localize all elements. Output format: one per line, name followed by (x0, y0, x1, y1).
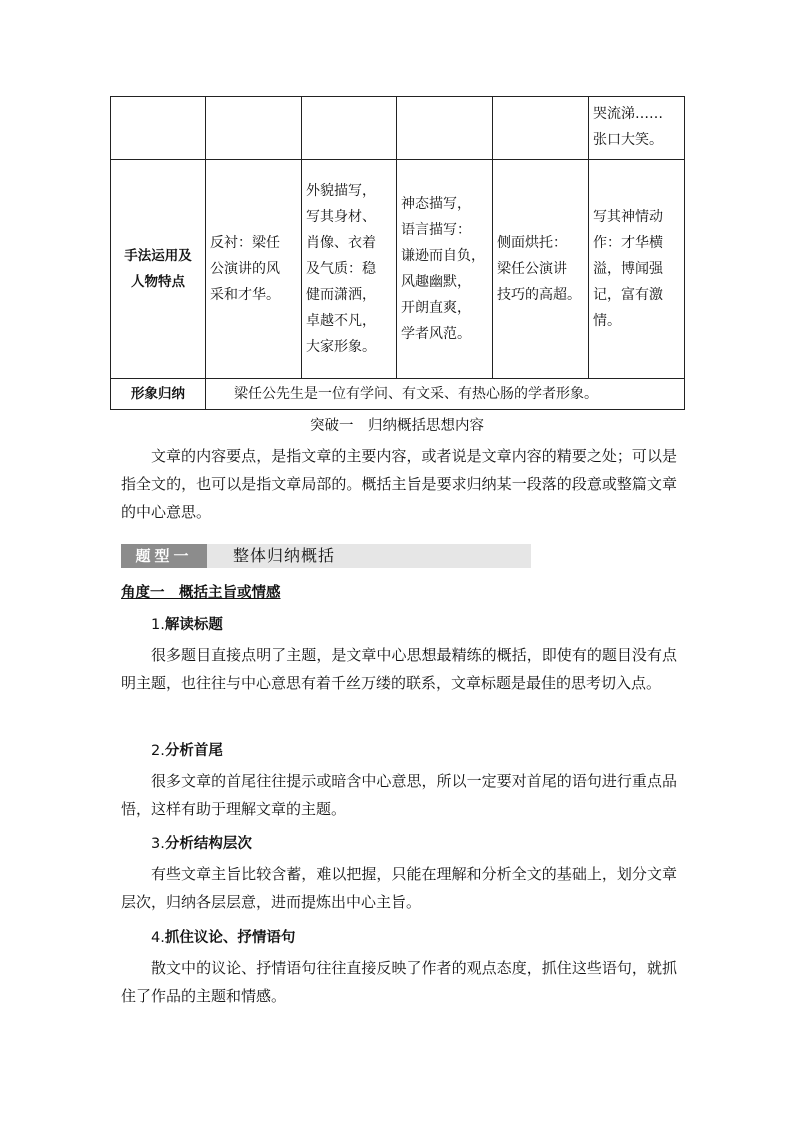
table-cell (397, 97, 493, 160)
table-cell (589, 97, 685, 160)
table-cell (206, 97, 302, 160)
table-cell: 反衬：梁任 公演讲的风 采和才华。 (206, 160, 302, 379)
summary-cell: 梁任公先生是一位有学问、有文采、有热心肠的学者形象。 (206, 379, 685, 410)
item-paragraph: 很多题目直接点明了主题，是文章中心思想最精练的概括，即使有的题目没有点明主题，也往往与中心意思有着千丝万缕的联系，文章标题是最佳的思考切入点。 (121, 646, 677, 692)
item-heading: 1.解读标题 (151, 617, 223, 633)
angle-heading: 角度一 概括主旨或情感 (121, 585, 281, 601)
table-cell: 写其神情动 作：才华横 溢，博闻强 记，富有激 情。 (589, 160, 685, 379)
table-row (111, 97, 685, 160)
table-cell: 外貌描写， 写其身材、 肖像、衣着 及气质：稳 健而潇洒， 卓越不凡， 大家形象。 (302, 160, 397, 379)
item-heading: 2.分析首尾 (151, 743, 223, 759)
item-paragraph: 很多文章的首尾往往提示或暗含中心意思，所以一定要对首尾的语句进行重点品悟，这样有助于理解文章的主题。 (121, 772, 677, 818)
character-analysis-table (110, 96, 685, 410)
table-cell (111, 97, 206, 160)
cell-line: 张口大笑。 (593, 132, 663, 148)
item-heading: 3.分析结构层次 (151, 836, 252, 852)
table-cell (302, 97, 397, 160)
cell-line: 哭流涕…… (593, 106, 663, 122)
item-heading: 4.抓住议论、抒情语句 (151, 930, 296, 946)
section-title: 突破一 归纳概括思想内容 (310, 418, 484, 434)
row-label-techniques: 手法运用及 人物特点 (111, 160, 206, 379)
banner-tag: 题型一 (121, 544, 207, 568)
table-cell: 神态描写， 语言描写： 谦逊而自负， 风趣幽默， 开朗直爽， 学者风范。 (397, 160, 493, 379)
table-cell (493, 97, 589, 160)
item-paragraph: 有些文章主旨比较含蓄，难以把握，只能在理解和分析全文的基础上，划分文章层次，归纳各层层意，进而提炼出中心主旨。 (121, 865, 677, 911)
banner-title: 整体归纳概括 (233, 546, 336, 565)
table-row (111, 160, 685, 379)
intro-paragraph: 文章的内容要点，是指文章的主要内容，或者说是文章内容的精要之处；可以是指全文的，也可以是指文章局部的。概括主旨是要求归纳某一段落的段意或整篇文章的中心意思。 (121, 447, 677, 521)
table-cell: 侧面烘托： 梁任公演讲 技巧的高超。 (493, 160, 589, 379)
item-paragraph: 散文中的议论、抒情语句往往直接反映了作者的观点态度，抓住这些语句，就抓住了作品的主题和情感。 (121, 959, 677, 1005)
table-row (111, 379, 685, 410)
question-type-banner (121, 544, 531, 568)
row-label-summary: 形象归纳 (111, 379, 206, 410)
